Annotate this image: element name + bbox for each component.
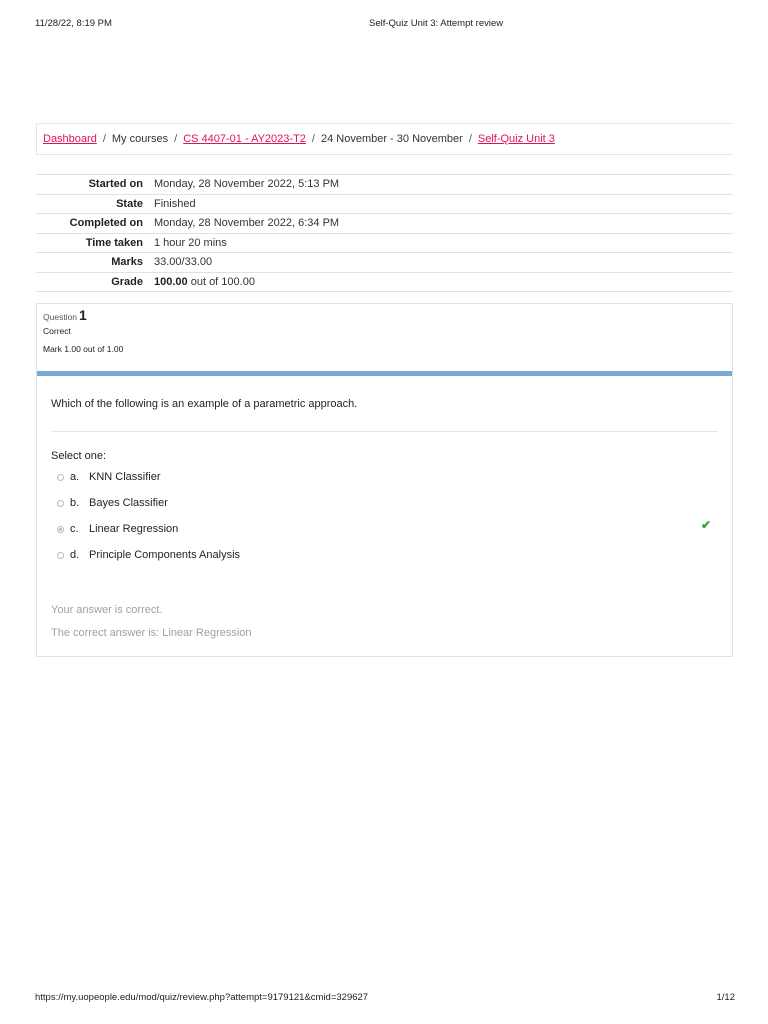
answer-option-d[interactable] xyxy=(57,548,240,562)
summary-value: 33.00/33.00 xyxy=(154,256,213,269)
summary-label: Marks xyxy=(111,256,143,269)
feedback-correct: Your answer is correct. xyxy=(51,604,163,616)
question-state: Correct xyxy=(43,326,71,336)
summary-row-state xyxy=(36,194,733,214)
summary-value: 1 hour 20 mins xyxy=(154,236,227,249)
attempt-summary-table xyxy=(36,174,733,292)
summary-label: Completed on xyxy=(69,217,143,230)
radio-button[interactable] xyxy=(57,474,64,481)
breadcrumb-course-link[interactable]: CS 4407-01 - AY2023-T2 xyxy=(183,133,306,145)
correct-answer-text: The correct answer is: Linear Regression xyxy=(51,627,252,639)
print-url: https://my.uopeople.edu/mod/quiz/review.php?attempt=9179121&cmid=329627 xyxy=(35,992,369,1003)
radio-button[interactable] xyxy=(57,500,64,507)
question-number: 1 xyxy=(79,307,87,323)
option-text: Principle Components Analysis xyxy=(89,549,241,561)
option-letter: b. xyxy=(70,497,80,509)
radio-button[interactable] xyxy=(57,552,64,559)
summary-label: Grade xyxy=(111,275,143,288)
option-letter: c. xyxy=(70,523,79,535)
summary-row-time-taken xyxy=(36,233,733,253)
summary-row-started xyxy=(36,175,733,195)
answer-prompt: Select one: xyxy=(51,450,107,462)
summary-value: Finished xyxy=(154,197,196,210)
option-text: KNN Classifier xyxy=(89,471,161,483)
option-text: Linear Regression xyxy=(89,523,179,535)
option-letter: d. xyxy=(70,549,80,561)
breadcrumb-separator: / xyxy=(174,133,178,145)
grade-out-of: out of 100.00 xyxy=(190,275,255,288)
summary-value: Monday, 28 November 2022, 5:13 PM xyxy=(154,178,340,191)
breadcrumb-separator: / xyxy=(102,133,106,145)
answer-option-c[interactable] xyxy=(57,522,178,536)
grade-value: 100.00 xyxy=(154,275,188,288)
summary-value: Monday, 28 November 2022, 6:34 PM xyxy=(154,217,340,230)
breadcrumb-dashboard-link[interactable]: Dashboard xyxy=(43,133,97,145)
question-label: Question xyxy=(43,312,78,322)
question-grade: Mark 1.00 out of 1.00 xyxy=(43,344,124,354)
breadcrumb-separator: / xyxy=(468,133,472,145)
print-page-number: 1/12 xyxy=(716,992,735,1003)
question-info xyxy=(43,307,123,354)
question-divider xyxy=(51,431,718,432)
question-text: Which of the following is an example of a parametric approach. xyxy=(51,398,358,410)
answer-option-a[interactable] xyxy=(57,470,161,484)
breadcrumb-separator: / xyxy=(311,133,315,145)
breadcrumb-my-courses: My courses xyxy=(111,133,169,145)
summary-row-marks xyxy=(36,253,733,273)
breadcrumb xyxy=(36,123,733,155)
breadcrumb-week: 24 November - 30 November xyxy=(320,133,463,145)
print-date: 11/28/22, 8:19 PM xyxy=(35,18,112,29)
summary-value xyxy=(154,272,733,292)
question-block xyxy=(36,303,733,657)
summary-row-completed xyxy=(36,214,733,234)
question-content-bar xyxy=(37,371,732,376)
answer-option-b[interactable] xyxy=(57,496,168,510)
summary-label: Started on xyxy=(88,178,143,191)
radio-button-selected[interactable] xyxy=(57,526,64,533)
option-text: Bayes Classifier xyxy=(89,497,168,509)
checkmark-icon: ✔ xyxy=(701,518,712,532)
question-number-line xyxy=(43,307,123,323)
print-title: Self-Quiz Unit 3: Attempt review xyxy=(369,18,504,29)
summary-row-grade xyxy=(36,272,733,292)
summary-label: Time taken xyxy=(85,236,143,249)
summary-label: State xyxy=(116,197,143,210)
option-letter: a. xyxy=(70,471,80,483)
breadcrumb-quiz-link[interactable]: Self-Quiz Unit 3 xyxy=(477,133,555,145)
